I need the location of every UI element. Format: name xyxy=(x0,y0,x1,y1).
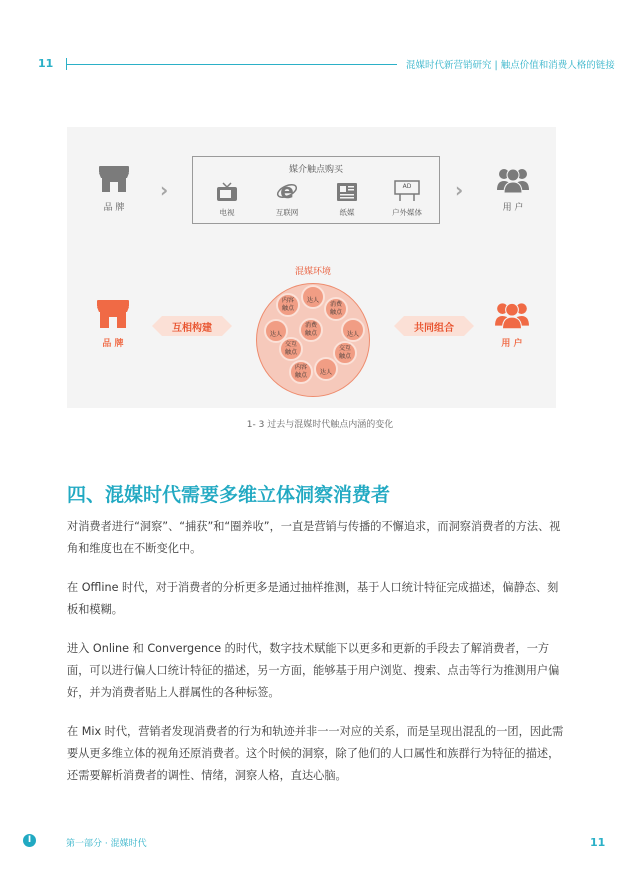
chevron-right-icon: › xyxy=(160,178,169,202)
node-label: 内容 触点 xyxy=(294,364,307,379)
media-label-internet: 互联网 xyxy=(275,208,299,217)
top-user-label: 用 户 xyxy=(502,203,524,213)
media-label-print: 纸媒 xyxy=(339,208,355,217)
users-icon xyxy=(496,166,530,194)
node-label: 达人 xyxy=(306,297,319,304)
header-rule xyxy=(67,64,397,65)
node-label: 消费 触点 xyxy=(329,301,342,316)
footer-section: 第一部分 · 混媒时代 xyxy=(66,839,147,849)
bottom-user-label: 用 户 xyxy=(501,339,523,349)
node-label: 内容 触点 xyxy=(281,297,294,312)
environment-title: 混媒环境 xyxy=(294,267,331,277)
section-heading: 四、混媒时代需要多维立体洞察消费者 xyxy=(67,484,391,506)
node-label: 达人 xyxy=(346,331,359,338)
left-arrow-label: 互相构建 xyxy=(172,322,212,334)
top-brand-label: 品 牌 xyxy=(103,203,125,213)
paragraph: 在 Offline 时代，对于消费者的分析更多是通过抽样推测，基于人口统计特征完成描述，偏静态、刻板和模糊。 xyxy=(67,581,559,616)
bottom-brand-label: 品 牌 xyxy=(102,339,124,349)
node-label: 达人 xyxy=(319,369,332,376)
tv-icon xyxy=(216,182,238,202)
store-icon-orange xyxy=(96,299,130,329)
billboard-text: AD xyxy=(402,183,412,190)
figure-caption: 1- 3 过去与混媒时代触点内涵的变化 xyxy=(246,420,394,430)
paragraph: 对消费者进行“洞察”、“捕获”和“圈养收”，一直是营销与传播的不懈追求，而洞察消费者的方法、视角和维度也在不断变化中。 xyxy=(67,520,561,555)
newspaper-icon xyxy=(336,182,358,202)
paragraph: 在 Mix 时代，营销者发现消费者的行为和轨迹并非一一对应的关系，而是呈现出混乱的一团，因此需要从更多维立体的视角还原消费者。这个时候的洞察，除了他们的人口属性和族群行为特征的描述，还需要解析消费者的调性、情绪，洞察人格，直达心脑。 xyxy=(67,725,564,782)
paragraph: 进入 Online 和 Convergence 的时代，数字技术赋能下以更多和更新的手段去了解消费者，一方面，可以进行偏人口统计特征的描述，另一方面，能够基于用户浏览、搜索、点击等行为推测用户偏好，并为消费者贴上人群属性的各种标签。 xyxy=(67,642,560,699)
footer-page-number: 11 xyxy=(590,836,606,849)
chevron-right-icon: › xyxy=(455,178,464,202)
media-label-outdoor: 户外媒体 xyxy=(392,208,422,217)
store-icon xyxy=(98,165,130,193)
svg-text:e: e xyxy=(280,180,294,202)
node-label: 消费 触点 xyxy=(304,322,317,337)
section-marker-icon: I xyxy=(23,834,36,847)
header-title: 混媒时代新营销研究 | 触点价值和消费人格的链接 xyxy=(406,60,615,71)
media-box-title: 媒介触点购买 xyxy=(288,165,343,175)
users-icon-orange xyxy=(494,300,530,330)
node-label: 交互 触点 xyxy=(338,345,351,360)
node-label: 达人 xyxy=(269,331,282,338)
header-page-number: 11 xyxy=(38,57,54,70)
right-arrow-label: 共同组合 xyxy=(414,322,454,334)
media-label-tv: 电视 xyxy=(219,208,235,217)
node-label: 交互 触点 xyxy=(284,341,297,356)
ie-icon xyxy=(276,180,298,202)
